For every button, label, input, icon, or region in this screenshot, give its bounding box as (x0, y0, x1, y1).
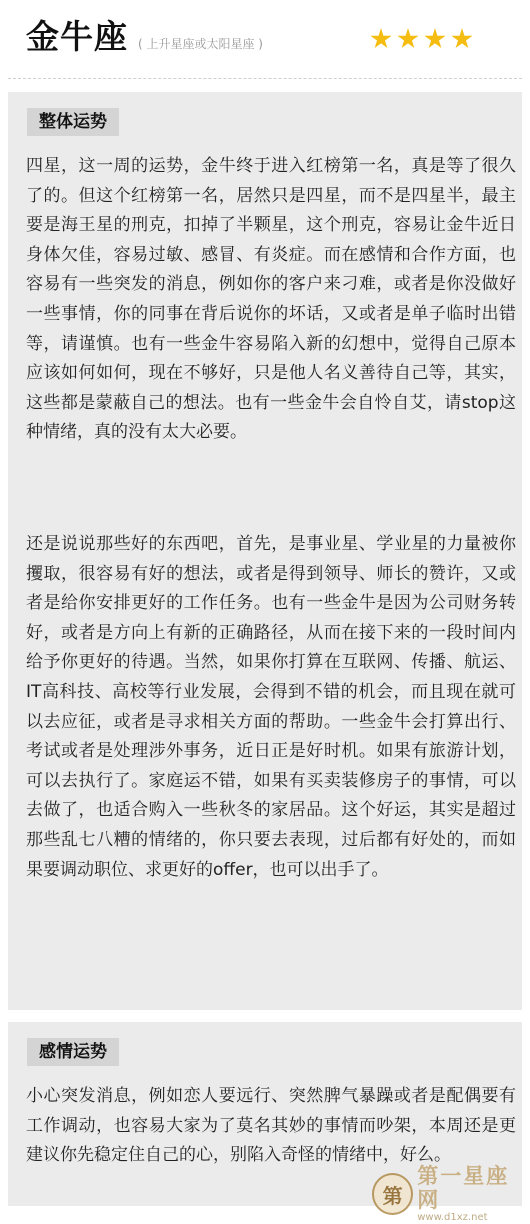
watermark-name: 第一星座网 (417, 1164, 510, 1212)
section-overall (8, 92, 522, 1010)
star-icon (397, 28, 419, 50)
section-heading: 感情运势 (27, 1038, 119, 1066)
header (0, 0, 530, 78)
page-subtitle: ( 上升星座或太阳星座 ) (138, 37, 263, 51)
section-paragraph: 四星，这一周的运势，金牛终于进入红榜第一名，真是等了很久了的。但这个红榜第一名，居然只是四星，而不是四星半，最主要是海王星的刑克，扣掉了半颗星，这个刑克，容易让金牛近日身体欠佳，容易过敏、感冒、有炎症。而在感情和合作方面，也容易有一些突发的消息，例如你的客户来刁难，或者是你没做好一些事情，你的同事在背后说你的坏话，又或者是单子临时出错等，请谨慎。也有一些金牛容易陷入新的幻想中，觉得自己原本应该如何如何，现在不够好，只是他人名义善待自己等，其实，这些都是蒙蔽自己的想法。也有一些金牛会自怜自艾，请stop这种情绪，真的没有太大必要。 (26, 156, 516, 443)
site-logo-icon: 第 (372, 1173, 413, 1215)
section-paragraph: 小心突发消息，例如恋人要远行、突然脾气暴躁或者是配偶要有工作调动，也容易大家为了莫名其妙的事情而吵架，本周还是更建议你先稳定住自己的心，别陷入奇怪的情绪中，好么。 (26, 1086, 516, 1166)
page-title: 金牛座 (26, 17, 128, 56)
watermark-text (417, 1164, 530, 1224)
watermark-url: www.d1xz.net (417, 1212, 488, 1223)
star-icon (370, 28, 392, 50)
section-paragraph: 还是说说那些好的东西吧，首先，是事业星、学业星的力量被你攫取，很容易有好的想法，或者是得到领导、师长的赞许，又或者是给你安排更好的工作任务。也有一些金牛是因为公司财务转好，或者是方向上有新的正确路径，从而在接下来的一段时间内给予你更好的待遇。当然，如果你打算在互联网、传播、航运、IT高科技、高校等行业发展，会得到不错的机会，而且现在就可以去应征，或者是寻求相关方面的帮助。一些金牛会打算出行、考试或者是处理涉外事务，近日正是好时机。如果有旅游计划，可以去执行了。家庭运不错，如果有买卖装修房子的事情，可以去做了，也适合购入一些秋冬的家居品。这个好运，其实是超过那些乱七八糟的情绪的，你只要去表现，过后都有好处的，而如果要调动职位、求更好的offer，也可以出手了。 (26, 534, 516, 880)
star-icon (451, 28, 473, 50)
star-rating (370, 28, 473, 50)
header-divider (8, 78, 522, 79)
star-icon (424, 28, 446, 50)
section-heading: 整体运势 (27, 108, 119, 136)
watermark (372, 1164, 530, 1224)
